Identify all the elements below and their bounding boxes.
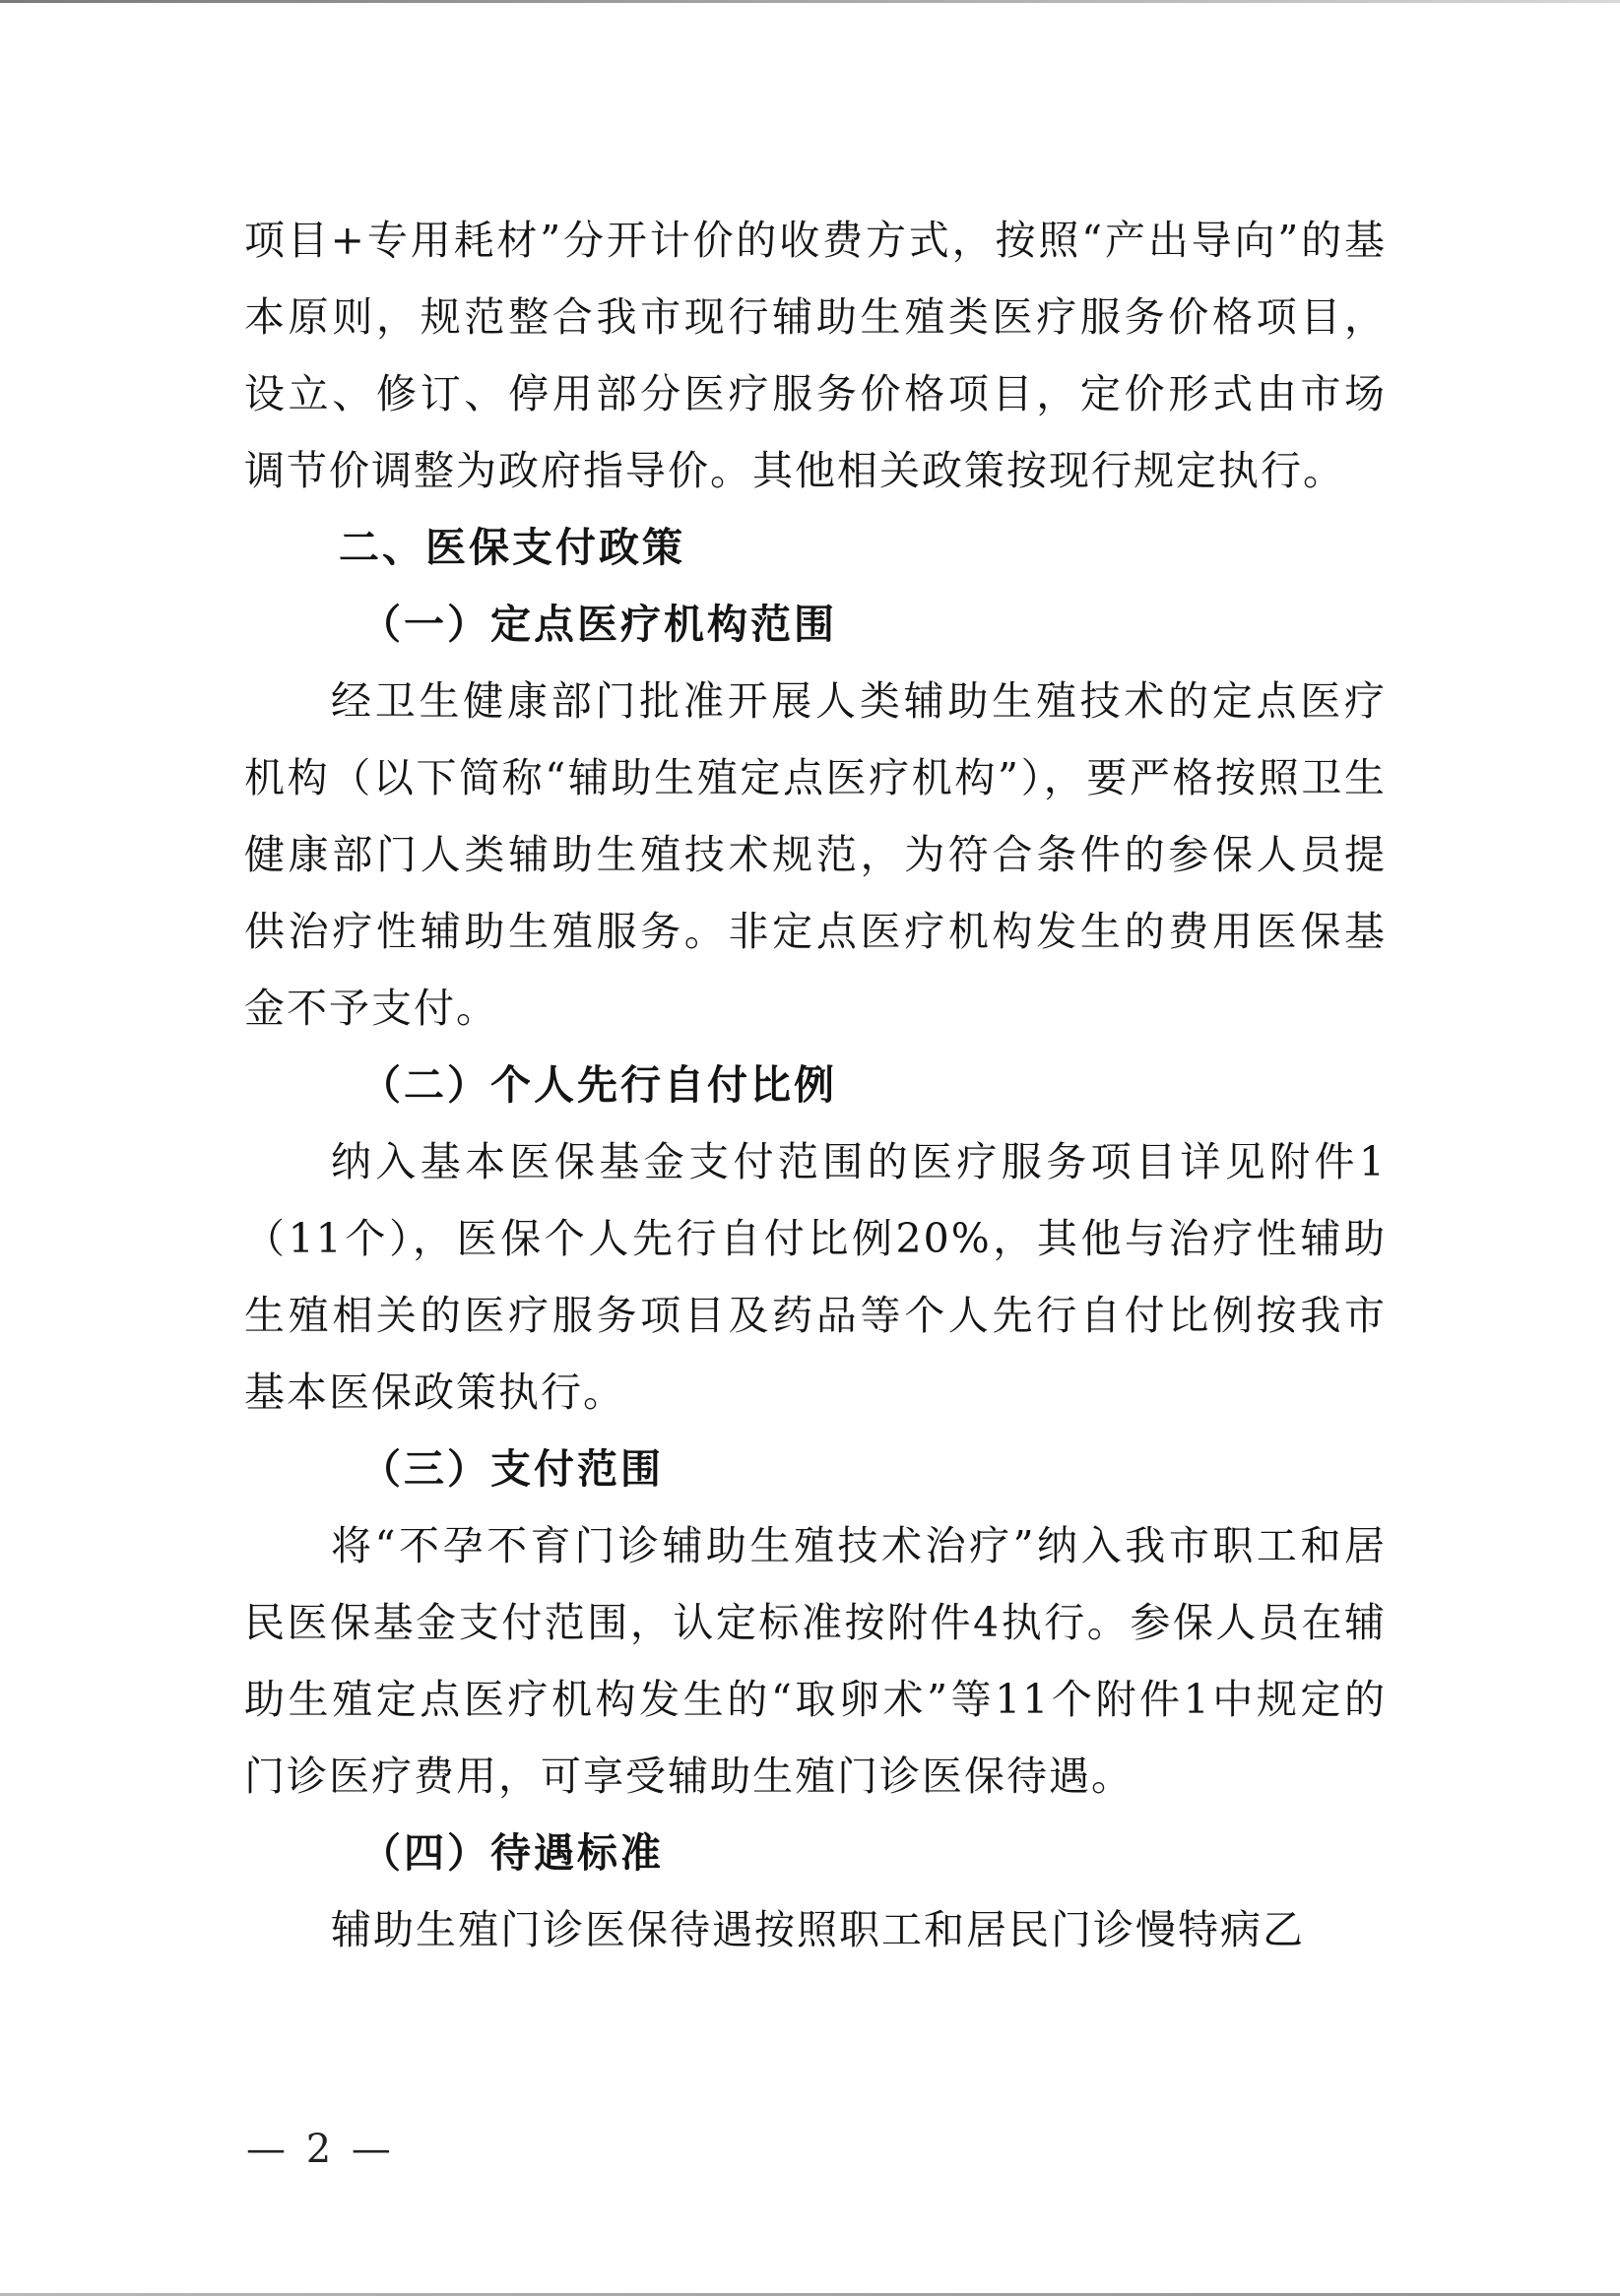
paragraph-payment-scope: 将“不孕不育门诊辅助生殖技术治疗”纳入我市职工和居民医保基金支付范围，认定标准按附件4执行。参保人员在辅助生殖定点医疗机构发生的“取卵术”等11个附件1中规定的门诊医疗费用，可享受辅助生殖门诊医保待遇。 (244, 1522, 1387, 1800)
subheading-designated-institution-scope: （一）定点医疗机构范围 (360, 601, 837, 648)
scan-edge-top (0, 0, 1620, 3)
paragraph-continued: 项目+专用耗材”分开计价的收费方式，按照“产出导向”的基本原则，规范整合我市现行辅助生殖类医疗服务价格项目，设立、修订、停用部分医疗服务价格项目，定价形式由市场调节价调整为政府指导价。其他相关政策按现行规定执行。 (244, 217, 1387, 494)
document-body (244, 202, 1387, 1968)
paragraph-benefit-standard: 辅助生殖门诊医保待遇按照职工和居民门诊慢特病乙 (331, 1906, 1305, 1953)
subheading-personal-copay-ratio: （二）个人先行自付比例 (360, 1061, 837, 1109)
page-number: — 2 — (246, 2127, 395, 2172)
paragraph-personal-copay: 纳入基本医保基金支付范围的医疗服务项目详见附件1（11个），医保个人先行自付比例20%，其他与治疗性辅助生殖相关的医疗服务项目及药品等个人先行自付比例按我市基本医保政策执行。 (244, 1138, 1387, 1416)
subheading-benefit-standard: （四）待遇标准 (360, 1829, 664, 1877)
section-heading-medical-insurance-payment-policy: 二、医保支付政策 (339, 524, 685, 571)
subheading-payment-scope: （三）支付范围 (360, 1445, 664, 1493)
paragraph-designated-institutions: 经卫生健康部门批准开展人类辅助生殖技术的定点医疗机构（以下简称“辅助生殖定点医疗机构”），要严格按照卫生健康部门人类辅助生殖技术规范，为符合条件的参保人员提供治疗性辅助生殖服务。非定点医疗机构发生的费用医保基金不予支付。 (244, 677, 1387, 1032)
